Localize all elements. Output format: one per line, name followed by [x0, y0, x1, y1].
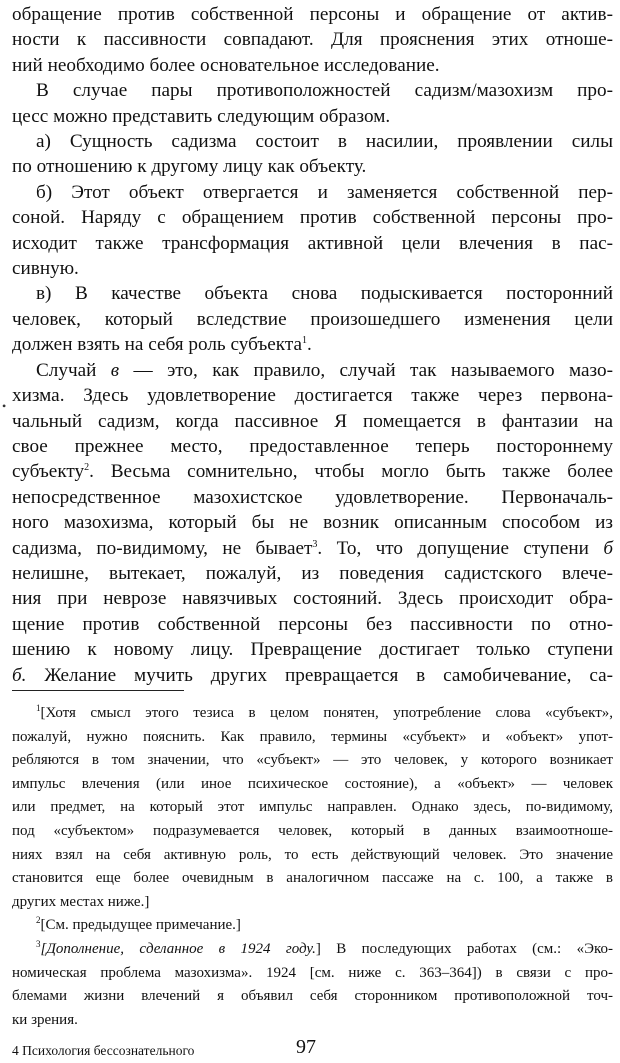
text-line: свое прежнее место, предоставленное теперь постороннему [12, 435, 613, 457]
footnote-3-marker: 3 [36, 938, 41, 949]
footnote-ref-2[interactable]: 2 [84, 462, 90, 474]
footnote-3-line: ки зрения. [12, 1011, 78, 1028]
text-line: шению к новому лицу. Превращение достигает только ступени [12, 639, 613, 661]
text-line: обращение против собственной персоны и обращение от актив- [12, 4, 613, 25]
text-line [12, 536, 613, 561]
text-line: а) Сущность садизма состоит в насилии, проявлении силы [36, 131, 613, 153]
footnote-1-line: ниях взял на себя активную роль, то есть действующий человек. Это значение [12, 846, 613, 863]
text-segment: — это, как правило, случай так называемого мазо- [119, 359, 613, 381]
text-segment: Желание мучить других превращается в самобичевание, са- [26, 664, 613, 686]
text-line [12, 663, 613, 688]
page-number: 97 [296, 1036, 316, 1058]
text-line: должен взять на себя роль субъекта$^1$. [12, 334, 312, 356]
footnote-1-line: пожалуй, нужно пояснить. Как правило, термины «субъект» и «объект» упот- [12, 728, 613, 745]
footnote-divider [12, 690, 184, 691]
text-line: б) Этот объект отвергается и заменяется собственной пер- [36, 181, 613, 203]
footnote-2-marker: 2 [36, 915, 41, 926]
text-segment: должен взять на себя роль субъекта [12, 334, 303, 356]
main-text [12, 2, 613, 688]
footnote-1-line: импульс влечения (или иное психическое состояние), а «объект» — человек [12, 775, 613, 792]
footnote-3-line [12, 938, 613, 962]
text-segment: Случай [36, 359, 111, 381]
footnote-1-line: ребляются в том значении, что «субъект» — это человек, у которого возникает [12, 752, 613, 769]
text-line: ний необходимо более основательное исследование. [12, 54, 440, 76]
text-line: нелишне, вытекает, пожалуй, из поведения садистского влече- [12, 562, 613, 584]
text-line: цесс можно представить следующим образом. [12, 105, 391, 127]
footnote-ref-3[interactable]: 3 [312, 538, 318, 550]
text-line: в) В качестве объекта снова подыскивается посторонний [36, 283, 613, 305]
footnote-2-line [12, 914, 613, 938]
footnote-1-line: становится еще более очевидным в аналогичном пассаже на с. 100, а также в [12, 870, 613, 887]
text-segment: садизма, по-видимому, не бывает [12, 537, 313, 559]
footnote-3-line: номическая проблема мазохизма». 1924 [см. ниже с. 363–364]) в связи с про- [12, 964, 613, 981]
text-line: соной. Наряду с обращением против собственной персоны про- [12, 207, 613, 229]
footnote-3-text: ] В последующих работах (см.: «Эко- [315, 940, 613, 957]
text-line: хизма. Здесь удовлетворение достигается также через первона- [12, 385, 613, 407]
text-line: чальный садизм, когда пассивное Я помещается в фантазии на [12, 410, 613, 432]
text-line [12, 358, 613, 383]
text-line: ния при неврозе навязчивых состояний. Здесь происходит обра- [12, 588, 613, 610]
italic-letter: в [110, 359, 120, 381]
footnote-1-line: других местах ниже.] [12, 893, 150, 910]
footnote-1-text: [Хотя смысл этого тезиса в целом понятен, употребление слова «субъект», [40, 705, 613, 721]
footnote-2-text: [См. предыдущее примечание.] [40, 917, 241, 934]
footnote-1-line [12, 702, 613, 726]
footnote-1-marker: 1 [36, 703, 41, 713]
italic-letter: б. [12, 664, 27, 686]
footnote-3-line: блемами жизни влечений я объявил себя сторонником противоположной точ- [12, 988, 613, 1005]
text-line: по отношению к другому лицу как объекту. [12, 156, 367, 178]
footnote-3-italic: [Дополнение, сделанное в 1924 году. [40, 940, 316, 957]
margin-mark: • [2, 399, 7, 413]
signature-mark: 4 Психология бессознательного [12, 1043, 195, 1058]
text-line: человек, который вследствие произошедшего изменения цели [12, 308, 613, 330]
text-line: щение против собственной персоны без пассивности по отно- [12, 613, 613, 635]
text-line: В случае пары противоположностей садизм/мазохизм про- [36, 80, 613, 102]
text-line: сивную. [12, 258, 79, 280]
footnotes [12, 702, 613, 1032]
footnote-1-line: или предмет, на который этот импульс направлен. Однако здесь, по-видимому, [12, 799, 613, 816]
footnote-ref-1[interactable]: 1 [302, 335, 308, 347]
italic-letter: б [603, 537, 614, 559]
text-segment: . То, что допущение ступени [317, 537, 604, 559]
text-line [12, 459, 613, 484]
text-segment: . Весьма сомнительно, чтобы могло быть также более [89, 461, 613, 483]
text-line: ного мазохизма, который бы не возник описанным способом из [12, 512, 613, 534]
footnote-1-line: под «субъектом» подразумевается человек, который в данных взаимоотноше- [12, 822, 613, 839]
text-line: непосредственное мазохистское удовлетворение. Первоначаль- [12, 486, 613, 508]
text-segment: субъекту [12, 461, 85, 483]
text-line: исходит также трансформация активной цели влечения в пас- [12, 232, 613, 254]
text-line: ности к пассивности совпадают. Для прояснения этих отноше- [12, 29, 613, 51]
